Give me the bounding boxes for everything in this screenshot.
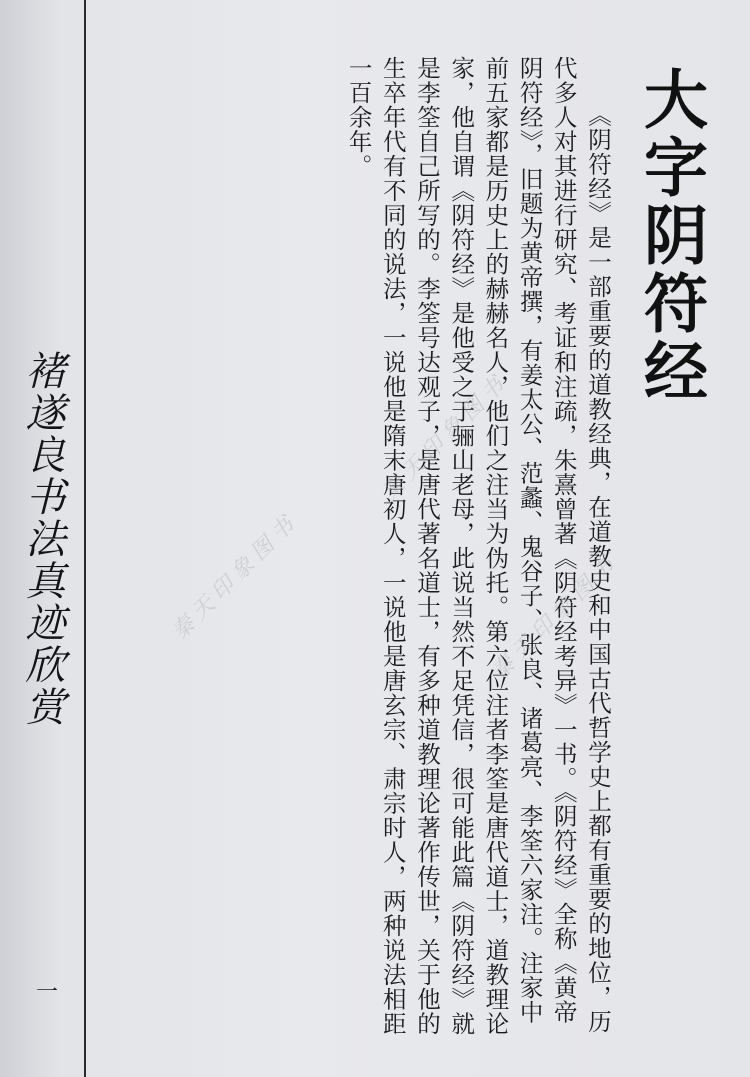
page-number: 一 [35,980,58,1005]
watermark: 秦天印象图书 [377,368,514,506]
watermark: 秦天印象图书 [167,508,304,646]
watermark: 秦天印象图书 [487,548,624,686]
body-text [341,56,615,1036]
paragraph: 《阴符经》是一部重要的道教经典，在道教史和中国古代哲学史上都有重要的地位，历代多人对其进行研究、考证和注疏，朱熹曾著《阴符经考异》一书。《阴符经》全称《黄帝阴符经》，旧题为黄帝撰，有姜太公、范蠡、鬼谷子、张良、诸葛亮、李筌六家注。注家中前五家都是历史上的赫赫名人，他们之注当为伪托。第六位注者李筌是唐代道士，道教理论家，他自谓《阴符经》是他受之于骊山老母，此说当然不足凭信，很可能此篇《阴符经》就是李筌自己所写的。李筌号达观子，是唐代著名道士，有多种道教理论著作传世，关于他的生卒年代有不同的说法，一说他是隋末唐初人，一说他是唐玄宗、肃宗时人，两种说法相距一百余年。 [344,56,612,1036]
book-series-title: 褚遂良书法真迹欣赏 [19,350,65,728]
margin-rule [84,0,86,1077]
article-title: 大字阴符经 [633,66,707,406]
